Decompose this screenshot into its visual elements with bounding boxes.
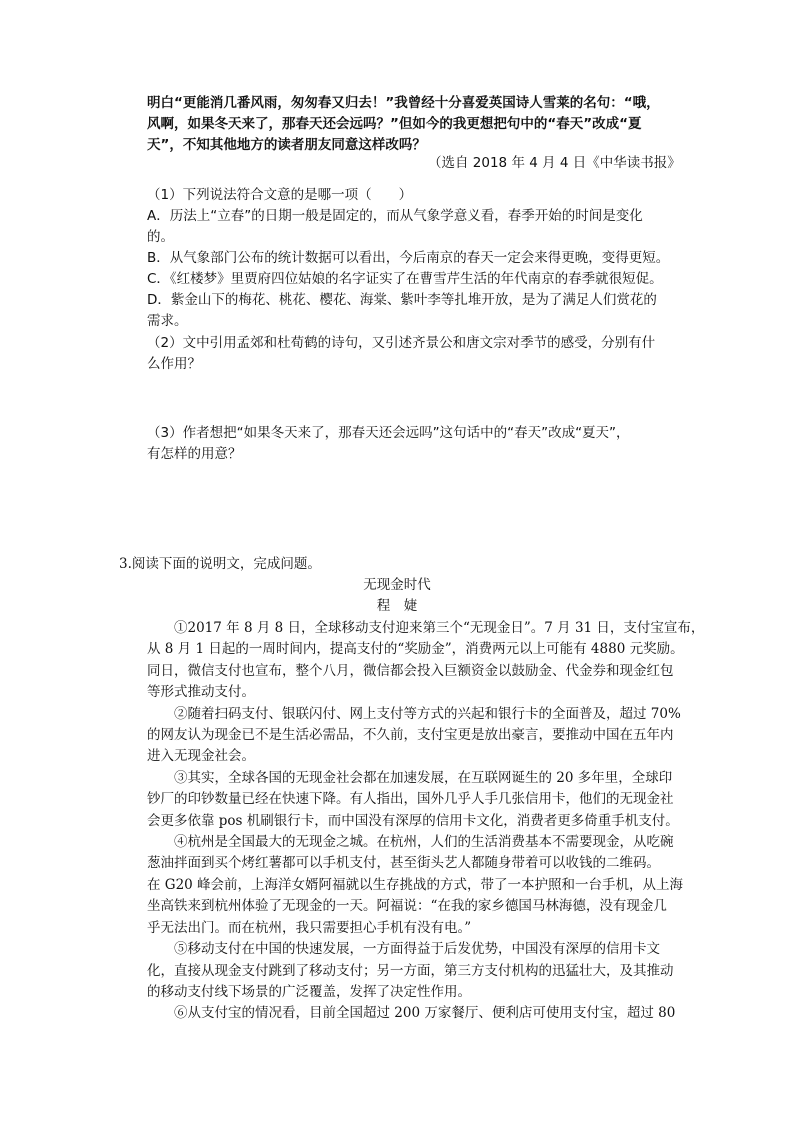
question-line: 么作用？ [147,356,201,372]
option-b: B．从气象部门公布的统计数据可以看出，今后南京的春天一定会来得更晚，变得更短。 [147,250,670,266]
passage-line: 天”，不知其他地方的读者朋友同意这样改吗？ [147,137,426,153]
section-heading: 3.阅读下面的说明文，完成问题。 [119,556,321,572]
option-a-cont: 的。 [147,229,174,245]
question-line: （2）文中引用孟郊和杜荀鹤的诗句，又引述齐景公和唐文宗对季节的感受，分别有什 [147,335,656,351]
passage-line: 明白“更能消几番风雨，匆匆春又归去！”我曾经十分喜爱英国诗人雪莱的名句：“哦， [147,95,660,111]
question-1 [147,185,669,332]
passage-continuation [147,93,660,156]
option-c: C．《红楼梦》里贾府四位姑娘的名字证实了在曹雪芹生活的年代南京的春季就很短促。 [147,271,663,287]
question-line: 有怎样的用意？ [147,446,242,462]
paragraph: ③其实，全球各国的无现金社会都在加速发展，在互联网诞生的 20 多年里，全球印 钞厂的印钞数量已经在快速下降。有人指出，国外几乎人手几张信用卡，他们的无现金社 会更多依靠 pos 机刷银行卡，而中国没有深厚的信用卡文化，消费者更多倚重手机支付。 [147,769,679,829]
paragraph: ①2017 年 8 月 8 日，全球移动支付迎来第三个“无现金日”。7 月 31 日，支付宝宣布， 从 8 月 1 日起的一周时间内，提高支付的“奖励金”，消费两元以上可能有 4880 元奖励。 同日，微信支付也宣布，整个八月，微信都会投入巨额资金以鼓励金、代金券和现金红包 等形式推动支付。 [147,620,705,701]
paragraph: ②随着扫码支付、银联闪付、网上支付等方式的兴起和银行卡的全面普及，超过 70% 的网友认为现金已不是生活必需品，不久前，支付宝更是放出豪言，要推动中国在五年内 进入无现金社会。 [147,705,681,765]
option-d: D．紫金山下的梅花、桃花、樱花、海棠、紫叶李等扎堆开放，是为了满足人们赏花的 [147,292,657,308]
source-citation: （选自 2018 年 4 月 4 日《中华读书报》 [428,155,681,171]
option-a: A．历法上“立春”的日期一般是固定的，而从气象学意义看，春季开始的时间是变化 [147,208,643,224]
passage-line: 风啊，如果冬天来了，那春天还会远吗？”但如今的我更想把句中的“春天”改成“夏 [147,116,642,132]
option-d-cont: 需求。 [147,313,188,329]
question-3 [147,423,630,465]
paragraph: ④杭州是全国最大的无现金之城。在杭州，人们的生活消费基本不需要现金，从吃碗 葱油拌面到买个烤红薯都可以手机支付，甚至街头艺人都随身带着可以收钱的二维码。 在 G20 峰会前，上海洋女婿阿福就以生存挑战的方式，带了一本护照和一台手机，从上海 坐高铁来到杭州体验了无现金的一天。阿福说：“在我的家乡德国马林海德，没有现金几 乎无法出门。而在杭州，我只需要担心手机有没有电。” [147,834,684,936]
article-author: 程 婕 [376,598,418,614]
article-body [147,618,704,1025]
paragraph: ⑤移动支付在中国的快速发展，一方面得益于后发优势，中国没有深厚的信用卡文 化，直接从现金支付跳到了移动支付；另一方面，第三方支付机构的迅猛壮大，及其推动 的移动支付线下场景的广泛覆盖，发挥了决定性作用。 [147,941,674,1000]
article-title: 无现金时代 [363,577,431,593]
question-line: （3）作者想把“如果冬天来了，那春天还会远吗”这句话中的“春天”改成“夏天”， [147,425,630,441]
question-2 [147,333,655,375]
question-stem: （1）下列说法符合文意的是哪一项（ ） [147,187,413,203]
paragraph: ⑥从支付宝的情况看，目前全国超过 200 万家餐厅、便利店可使用支付宝，超过 80 [174,1005,676,1022]
